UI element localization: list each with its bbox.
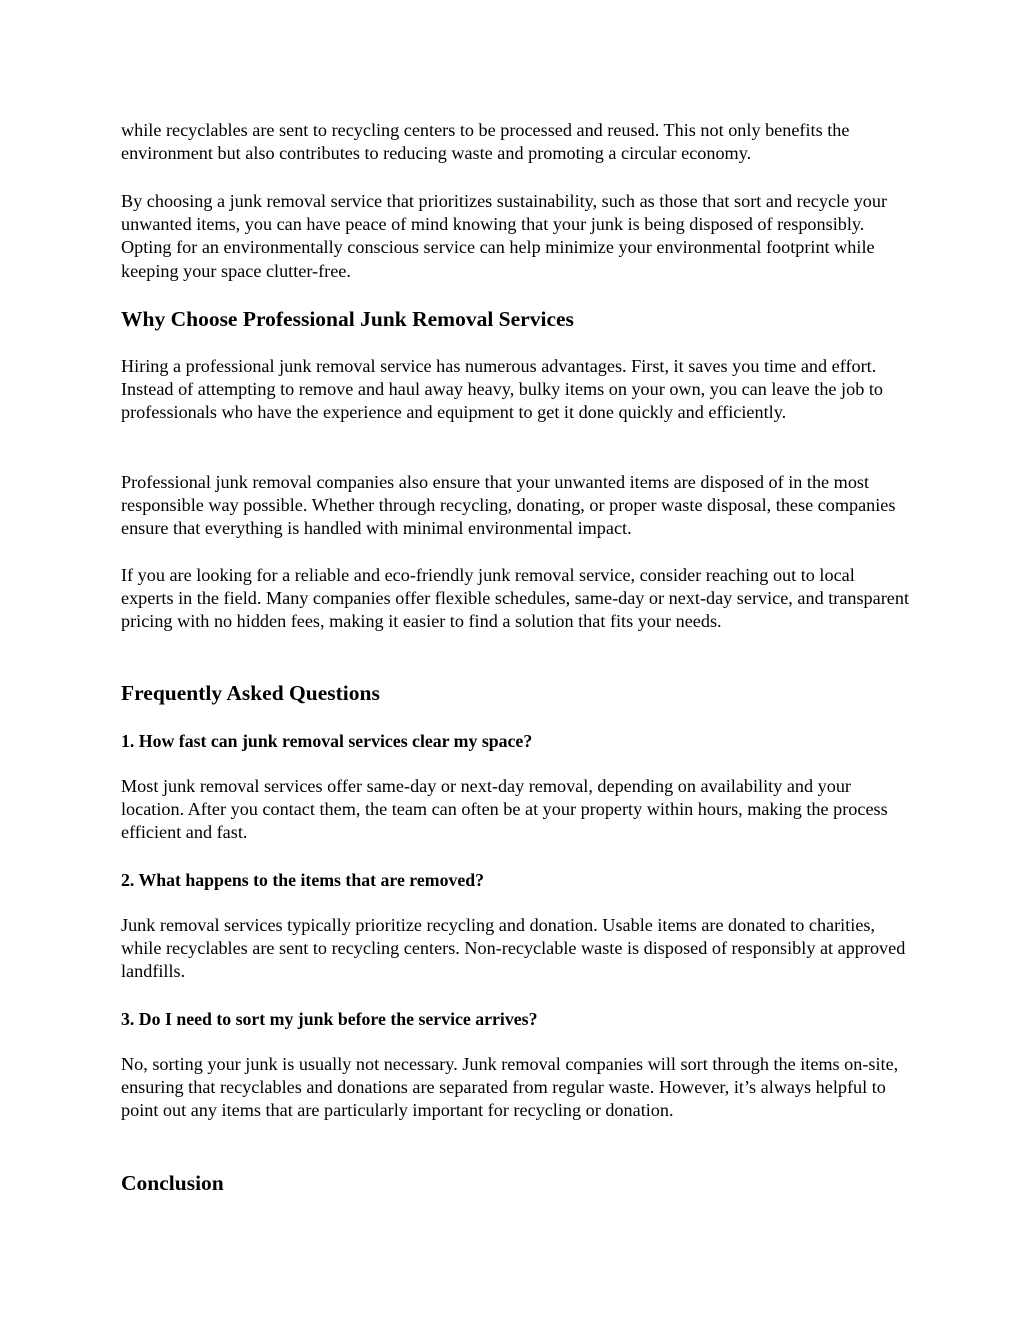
faq-question-3: 3. Do I need to sort my junk before the service arrives? [121, 1009, 538, 1029]
paragraph-responsible-disposal: Professional junk removal companies also ensure that your unwanted items are disposed of in the most responsible way possible. Whether through recycling, donating, or proper waste disposal, these companies ensure that everything is handled with minimal environmental impact. [121, 472, 896, 539]
faq-answer-2: Junk removal services typically prioritize recycling and donation. Usable items are donated to charities, while recyclables are sent to recycling centers. Non-recyclable waste is disposed of responsibly at approved landfills. [121, 915, 906, 982]
heading-why-choose: Why Choose Professional Junk Removal Services [121, 307, 574, 331]
paragraph-sustainability: By choosing a junk removal service that prioritizes sustainability, such as those that sort and recycle your unwanted items, you can have peace of mind knowing that your junk is being disposed of responsibly. Opting for an environmentally conscious service can help minimize your environmental footprint while keeping your space clutter-free. [121, 191, 888, 281]
faq-question-2: 2. What happens to the items that are removed? [121, 870, 485, 890]
paragraph-recyclables-intro: while recyclables are sent to recycling centers to be processed and reused. This not only benefits the environment but also contributes to reducing waste and promoting a circular economy. [121, 120, 850, 164]
heading-conclusion: Conclusion [121, 1171, 224, 1195]
faq-answer-1: Most junk removal services offer same-day or next-day removal, depending on availability and your location. After you contact them, the team can often be at your property within hours, making the process efficient and fast. [121, 776, 888, 843]
paragraph-advantages: Hiring a professional junk removal service has numerous advantages. First, it saves you time and effort. Instead of attempting to remove and haul away heavy, bulky items on your own, you can leave the job to professionals who have the experience and equipment to get it done quickly and efficiently. [121, 356, 883, 423]
heading-faq: Frequently Asked Questions [121, 681, 380, 705]
faq-question-1: 1. How fast can junk removal services clear my space? [121, 731, 533, 751]
faq-answer-3: No, sorting your junk is usually not necessary. Junk removal companies will sort through the items on-site, ensuring that recyclables and donations are separated from regular waste. However, it’s always helpful to point out any items that are particularly important for recycling or donation. [121, 1054, 899, 1121]
paragraph-local-experts: If you are looking for a reliable and eco-friendly junk removal service, consider reaching out to local experts in the field. Many companies offer flexible schedules, same-day or next-day service, and transparent pricing with no hidden fees, making it easier to find a solution that fits your needs. [121, 565, 910, 632]
